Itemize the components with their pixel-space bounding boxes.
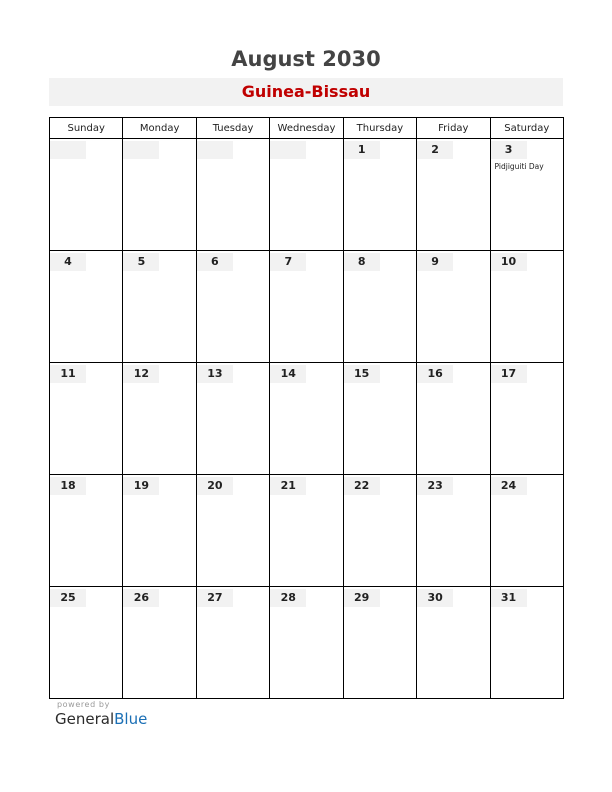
day-cell[interactable] bbox=[123, 139, 196, 251]
day-number: 13 bbox=[197, 365, 233, 383]
day-cell-content bbox=[270, 363, 342, 474]
calendar-week-row bbox=[50, 587, 564, 699]
day-number: 15 bbox=[344, 365, 380, 383]
day-cell[interactable] bbox=[417, 139, 490, 251]
day-number: 10 bbox=[491, 253, 527, 271]
country-name: Guinea-Bissau bbox=[241, 82, 371, 101]
day-number: 17 bbox=[491, 365, 527, 383]
day-cell-content bbox=[491, 363, 563, 474]
day-cell-content bbox=[50, 587, 122, 698]
day-cell-content bbox=[50, 251, 122, 362]
day-number: 30 bbox=[417, 589, 453, 607]
weekday-saturday: Saturday bbox=[490, 118, 563, 139]
day-cell-content bbox=[491, 139, 563, 250]
day-cell[interactable] bbox=[196, 475, 269, 587]
day-cell-content bbox=[123, 475, 195, 586]
day-number bbox=[270, 141, 306, 159]
day-cell-content bbox=[270, 139, 342, 250]
day-cell[interactable] bbox=[270, 139, 343, 251]
day-cell-content bbox=[417, 475, 489, 586]
day-cell-content bbox=[270, 475, 342, 586]
page-title: August 2030 bbox=[231, 47, 381, 71]
day-number: 29 bbox=[344, 589, 380, 607]
day-number: 27 bbox=[197, 589, 233, 607]
day-cell-content bbox=[123, 139, 195, 250]
day-cell[interactable] bbox=[270, 475, 343, 587]
day-cell[interactable] bbox=[270, 251, 343, 363]
logo-blue-text: Blue bbox=[114, 710, 148, 728]
weekday-header-row bbox=[50, 118, 564, 139]
day-cell[interactable] bbox=[196, 587, 269, 699]
day-cell[interactable] bbox=[343, 475, 416, 587]
day-number: 16 bbox=[417, 365, 453, 383]
day-cell-content bbox=[491, 251, 563, 362]
day-cell[interactable] bbox=[123, 587, 196, 699]
day-number: 19 bbox=[123, 477, 159, 495]
day-number: 14 bbox=[270, 365, 306, 383]
day-cell[interactable] bbox=[50, 139, 123, 251]
day-cell[interactable] bbox=[123, 251, 196, 363]
day-cell[interactable] bbox=[343, 587, 416, 699]
weekday-monday: Monday bbox=[123, 118, 196, 139]
weekday-friday: Friday bbox=[417, 118, 490, 139]
calendar-week-row bbox=[50, 139, 564, 251]
day-number: 1 bbox=[344, 141, 380, 159]
day-number: 12 bbox=[123, 365, 159, 383]
day-cell[interactable] bbox=[50, 363, 123, 475]
day-cell[interactable] bbox=[490, 139, 563, 251]
holiday-label: Pidjiguiti Day bbox=[494, 162, 544, 171]
day-cell[interactable] bbox=[50, 251, 123, 363]
day-cell[interactable] bbox=[270, 587, 343, 699]
month-calendar bbox=[49, 117, 564, 699]
day-cell-content bbox=[417, 251, 489, 362]
day-number bbox=[123, 141, 159, 159]
day-number: 8 bbox=[344, 253, 380, 271]
day-cell-content bbox=[197, 587, 269, 698]
day-cell-content bbox=[344, 139, 416, 250]
day-cell-content bbox=[491, 475, 563, 586]
day-number: 25 bbox=[50, 589, 86, 607]
day-cell-content bbox=[197, 363, 269, 474]
calendar-week-row bbox=[50, 363, 564, 475]
day-number: 7 bbox=[270, 253, 306, 271]
powered-by-label: powered by bbox=[57, 700, 110, 709]
day-cell-content bbox=[270, 251, 342, 362]
day-cell[interactable] bbox=[343, 139, 416, 251]
day-cell-content bbox=[197, 251, 269, 362]
logo-general-text: General bbox=[55, 710, 115, 728]
day-number bbox=[50, 141, 86, 159]
day-cell[interactable] bbox=[123, 475, 196, 587]
day-number: 24 bbox=[491, 477, 527, 495]
day-cell-content bbox=[197, 139, 269, 250]
day-cell-content bbox=[197, 475, 269, 586]
day-cell[interactable] bbox=[417, 475, 490, 587]
weekday-tuesday: Tuesday bbox=[196, 118, 269, 139]
day-cell-content bbox=[123, 251, 195, 362]
day-cell-content bbox=[344, 587, 416, 698]
day-number: 5 bbox=[123, 253, 159, 271]
day-cell-content bbox=[123, 363, 195, 474]
day-cell[interactable] bbox=[417, 587, 490, 699]
day-number: 31 bbox=[491, 589, 527, 607]
day-number: 21 bbox=[270, 477, 306, 495]
day-number: 6 bbox=[197, 253, 233, 271]
day-number bbox=[197, 141, 233, 159]
day-cell-content bbox=[417, 139, 489, 250]
day-cell-content bbox=[123, 587, 195, 698]
day-number: 28 bbox=[270, 589, 306, 607]
country-banner bbox=[49, 78, 563, 106]
day-cell[interactable] bbox=[50, 475, 123, 587]
day-cell[interactable] bbox=[123, 363, 196, 475]
day-number: 18 bbox=[50, 477, 86, 495]
day-cell[interactable] bbox=[196, 251, 269, 363]
day-cell[interactable] bbox=[270, 363, 343, 475]
day-number: 20 bbox=[197, 477, 233, 495]
day-cell[interactable] bbox=[417, 251, 490, 363]
day-number: 4 bbox=[50, 253, 86, 271]
day-cell[interactable] bbox=[490, 587, 563, 699]
day-cell[interactable] bbox=[490, 475, 563, 587]
weekday-thursday: Thursday bbox=[343, 118, 416, 139]
day-cell-content bbox=[344, 475, 416, 586]
weekday-wednesday: Wednesday bbox=[270, 118, 343, 139]
day-cell-content bbox=[417, 587, 489, 698]
day-number: 2 bbox=[417, 141, 453, 159]
day-number: 3 bbox=[491, 141, 527, 159]
day-cell-content bbox=[50, 139, 122, 250]
day-cell[interactable] bbox=[196, 139, 269, 251]
day-number: 11 bbox=[50, 365, 86, 383]
day-number: 23 bbox=[417, 477, 453, 495]
day-cell[interactable] bbox=[417, 363, 490, 475]
generalblue-logo[interactable] bbox=[55, 710, 147, 728]
day-cell-content bbox=[344, 363, 416, 474]
day-number: 22 bbox=[344, 477, 380, 495]
calendar-week-row bbox=[50, 251, 564, 363]
day-cell[interactable] bbox=[343, 363, 416, 475]
weekday-sunday: Sunday bbox=[50, 118, 123, 139]
day-cell-content bbox=[491, 587, 563, 698]
day-cell-content bbox=[50, 475, 122, 586]
day-cell[interactable] bbox=[196, 363, 269, 475]
day-cell[interactable] bbox=[343, 251, 416, 363]
day-cell-content bbox=[344, 251, 416, 362]
day-number: 9 bbox=[417, 253, 453, 271]
day-cell-content bbox=[417, 363, 489, 474]
day-cell[interactable] bbox=[490, 363, 563, 475]
day-number: 26 bbox=[123, 589, 159, 607]
day-cell-content bbox=[270, 587, 342, 698]
day-cell-content bbox=[50, 363, 122, 474]
calendar-week-row bbox=[50, 475, 564, 587]
day-cell[interactable] bbox=[490, 251, 563, 363]
day-cell[interactable] bbox=[50, 587, 123, 699]
footer-branding bbox=[55, 700, 147, 728]
